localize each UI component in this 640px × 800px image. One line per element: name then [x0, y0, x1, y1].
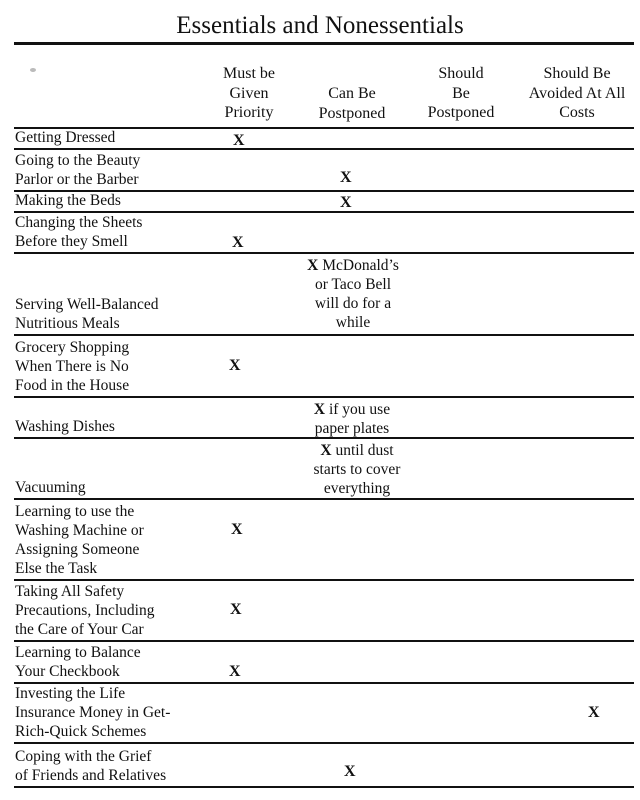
table-row	[14, 398, 634, 439]
priority-note	[298, 400, 406, 438]
x-mark: X	[233, 132, 245, 149]
task-label: Serving Well-Balanced Nutritious Meals	[15, 296, 159, 332]
task-label: Taking All Safety Precautions, Including the Care of Your Car	[15, 583, 155, 638]
table-row	[14, 581, 634, 642]
title-rule	[14, 42, 634, 45]
task-label: Making the Beds	[15, 192, 121, 209]
page-title: Essentials and Nonessentials	[176, 12, 464, 39]
x-mark: X	[307, 257, 319, 274]
column-header-should-be-avoided: Should Be Avoided At All Costs	[528, 65, 626, 121]
table-row	[14, 192, 634, 213]
task-label: Investing the Life Insurance Money in Get- Rich-Quick Schemes	[15, 685, 171, 740]
x-mark: X	[340, 169, 352, 186]
x-mark: X	[344, 763, 356, 780]
table-row	[14, 744, 634, 788]
table-row	[14, 439, 634, 500]
note-text: McDonald’s or Taco Bell will do for a while	[314, 257, 399, 331]
x-mark: X	[340, 194, 352, 211]
table-row	[14, 213, 634, 254]
column-header-can-be-postponed: Can Be Postponed	[318, 85, 386, 122]
task-label: Vacuuming	[15, 479, 86, 496]
x-mark: X	[229, 663, 241, 680]
table-row	[14, 127, 634, 150]
table-row	[14, 254, 634, 336]
table-row	[14, 642, 634, 684]
task-label: Learning to Balance Your Checkbook	[15, 644, 141, 680]
column-header-should-be-postponed: Should Be Postponed	[427, 65, 495, 121]
x-mark: X	[231, 521, 243, 538]
x-mark: X	[313, 401, 326, 418]
task-label: Grocery Shopping When There is No Food in the House	[15, 339, 130, 394]
task-label: Coping with the Grief of Friends and Relatives	[15, 748, 167, 784]
x-mark: X	[320, 442, 332, 459]
task-label: Learning to use the Washing Machine or Assigning Someone Else the Task	[15, 503, 144, 577]
column-header-must-be-given-priority: Must be Given Priority	[223, 65, 275, 121]
priority-note	[298, 256, 408, 332]
task-label: Changing the Sheets Before they Smell	[15, 214, 143, 250]
scan-smudge	[30, 68, 36, 72]
table-row	[14, 500, 634, 581]
table-row	[14, 150, 634, 192]
x-mark: X	[588, 704, 600, 721]
table-row	[14, 684, 634, 744]
note-text: until dust starts to cover everything	[313, 442, 401, 497]
note-text: if you use paper plates	[314, 401, 391, 437]
x-mark: X	[232, 234, 244, 251]
table-row	[14, 336, 634, 398]
priority-note	[298, 441, 416, 498]
task-label: Washing Dishes	[15, 418, 115, 435]
x-mark: X	[229, 357, 241, 374]
x-mark: X	[230, 601, 242, 618]
task-label: Getting Dressed	[15, 129, 116, 146]
task-label: Going to the Beauty Parlor or the Barber	[15, 152, 141, 188]
